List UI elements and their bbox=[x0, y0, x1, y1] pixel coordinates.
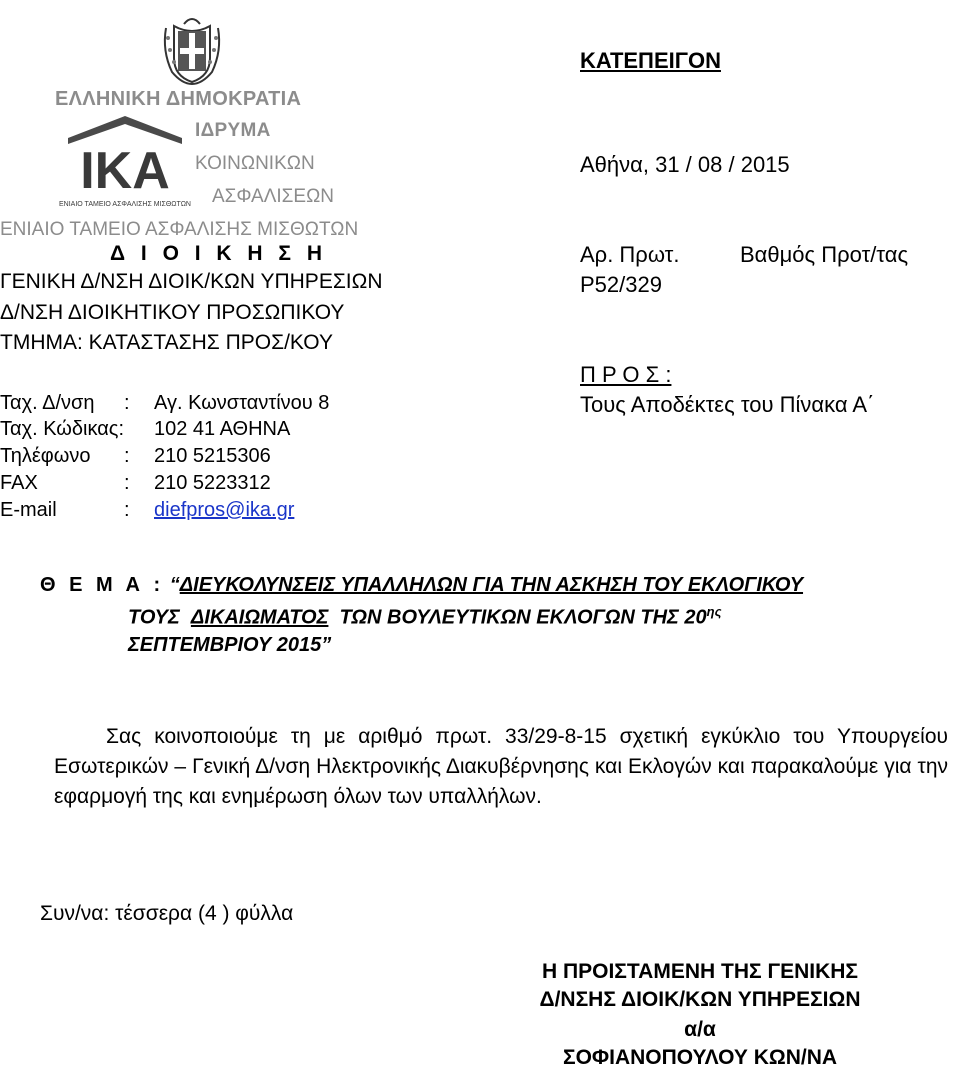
institution-line-3: ΑΣΦΑΛΙΣΕΩΝ bbox=[212, 186, 335, 207]
institution-line-1: ΙΔΡΥΜΑ bbox=[195, 120, 271, 141]
to-label: Π Ρ Ο Σ : bbox=[580, 362, 672, 387]
protocol-label: Αρ. Πρωτ. bbox=[580, 242, 680, 267]
contact-fax: FAX : 210 5223312 bbox=[0, 472, 271, 494]
logo-subtext: ΕΝΙΑΙΟ ΤΑΜΕΙΟ ΑΣΦΑΛΙΣΗΣ ΜΙΣΘΩΤΩΝ bbox=[59, 201, 191, 208]
urgent-label: ΚΑΤΕΠΕΙΓΟΝ bbox=[580, 48, 721, 73]
subject-open-quote: “ bbox=[169, 574, 180, 596]
body-paragraph: Σας κοινοποιούμε τη με αριθμό πρωτ. 33/29-8-15 σχετική εγκύκλιο του Υπουργείου Εσωτερικών – Γενική Δ/νση Ηλεκτρονικής Διακυβέρνησης και Εκλογών και παρακαλούμε για την εφαρμογή της και ενημέρωση όλων των υπαλλήλων. bbox=[54, 725, 948, 808]
greek-coat-of-arms-icon bbox=[162, 6, 222, 86]
subject-line-2: ΤΟΥΣ ΔΙΚΑΙΩΜΑΤΟΣ ΤΩΝ ΒΟΥΛΕΥΤΙΚΩΝ ΕΚΛΟΓΩΝ ΤΗΣ $20^{\eta\varsigma}$ bbox=[128, 604, 722, 629]
signature-line-2: Δ/ΝΣΗΣ ΔΙΟΙΚ/ΚΩΝ ΥΠΗΡΕΣΙΩΝ bbox=[539, 988, 861, 1011]
subject-line-1: Θ Ε Μ Α : “ΔΙΕΥΚΟΛΥΝΣΕΙΣ ΥΠΑΛΛΗΛΩΝ ΓΙΑ ΤΗΝ ΑΣΚΗΣΗ ΤΟΥ ΕΚΛΟΓΙΚΟΥ bbox=[40, 574, 804, 596]
logo-text: IKA bbox=[80, 142, 170, 200]
general-directorate: ΓΕΝΙΚΗ Δ/ΝΣΗ ΔΙΟΙΚ/ΚΩΝ ΥΠΗΡΕΣΙΩΝ bbox=[0, 270, 383, 293]
ika-logo-icon bbox=[59, 114, 191, 210]
division: Δ/ΝΣΗ ΔΙΟΙΚΗΤΙΚΟΥ ΠΡΟΣΩΠΙΚΟΥ bbox=[0, 301, 345, 324]
contact-postcode: Ταχ. Κώδικας: 102 41 ΑΘΗΝΑ bbox=[0, 418, 291, 440]
subject-line-3: ΣΕΠΤΕΜΒΡΙΟΥ 2015” bbox=[128, 634, 332, 656]
department: ΤΜΗΜΑ: ΚΑΤΑΣΤΑΣΗΣ ΠΡΟΣ/ΚΟΥ bbox=[0, 331, 333, 354]
protocol-number: Ρ52/329 bbox=[580, 272, 662, 297]
contact-phone: Τηλέφωνο : 210 5215306 bbox=[0, 445, 271, 467]
document-date: Αθήνα, 31 / 08 / 2015 bbox=[580, 152, 790, 177]
contact-email: E-mail : diefpros@ika.gr bbox=[0, 499, 295, 521]
country-name: ΕΛΛΗΝΙΚΗ ΔΗΜΟΚΡΑΤΙΑ bbox=[55, 88, 302, 110]
directorate: Δ Ι Ο Ι Κ Η Σ Η bbox=[110, 242, 328, 265]
fund-name: ΕΝΙΑΙΟ ΤΑΜΕΙΟ ΑΣΦΑΛΙΣΗΣ ΜΙΣΘΩΤΩΝ bbox=[0, 219, 359, 240]
signature-line-4: ΣΟΦΙΑΝΟΠΟΥΛΟΥ ΚΩΝ/ΝΑ bbox=[562, 1046, 838, 1069]
signature-line-1: Η ΠΡΟΙΣΤΑΜΕΝΗ ΤΗΣ ΓΕΝΙΚΗΣ bbox=[541, 960, 859, 983]
attachments-note: Συν/να: τέσσερα (4 ) φύλλα bbox=[40, 902, 294, 925]
recipients: Τους Αποδέκτες του Πίνακα Α΄ bbox=[580, 392, 875, 417]
email-link[interactable]: diefpros@ika.gr bbox=[154, 499, 295, 521]
contact-address: Ταχ. Δ/νση : Αγ. Κωνσταντίνου 8 bbox=[0, 392, 330, 414]
priority-label: Βαθμός Προτ/τας bbox=[740, 242, 909, 267]
institution-line-2: ΚΟΙΝΩΝΙΚΩΝ bbox=[195, 153, 315, 174]
subject-label: Θ Ε Μ Α : bbox=[40, 574, 165, 596]
subject-close-quote: ” bbox=[321, 634, 332, 656]
signature-line-3: α/α bbox=[684, 1018, 716, 1041]
